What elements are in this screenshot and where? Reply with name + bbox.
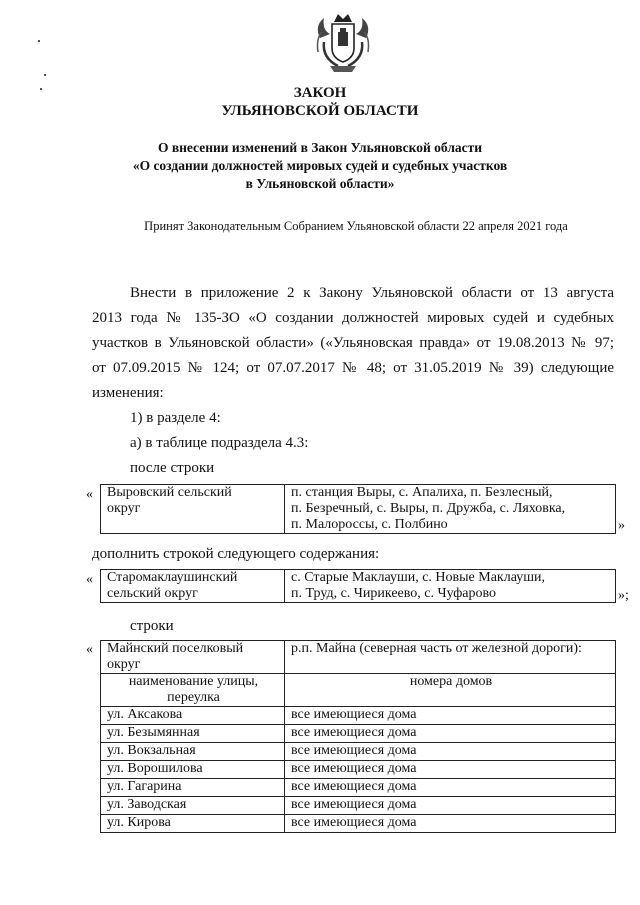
houses-cell: все имеющиеся дома [285,725,616,743]
after-row-label: после строки [130,460,215,476]
district-cell: Старомаклаушинский сельский округ [101,570,285,603]
item-1: 1) в разделе 4: [130,410,221,426]
street-cell: ул. Безымянная [101,725,285,743]
settlement-cell: р.п. Майна (северная часть от железной дороги): [285,641,616,674]
table-row [101,743,616,761]
body-line-4: от 07.09.2015 № 124; от 07.07.2017 № 48; от 31.05.2019 № 39) следующие [92,360,614,376]
coat-of-arms-icon [312,8,374,74]
open-quote: « [86,572,93,587]
houses-cell: все имеющиеся дома [285,761,616,779]
table-row [101,485,616,534]
houses-column-header: номера домов [285,674,616,707]
heading-line-2: «О создании должностей мировых судей и судебных участков [132,158,508,173]
table-row [101,707,616,725]
body-line-5: изменения: [92,385,164,401]
settlements-cell: с. Старые Маклауши, с. Новые Маклауши, п. Труд, с. Чирикеево, с. Чуфарово [285,570,616,603]
street-column-header: наименование улицы, переулка [101,674,285,707]
law-region: УЛЬЯНОВСКОЙ ОБЛАСТИ [221,103,419,119]
scan-speck [38,40,40,42]
open-quote: « [86,642,93,657]
add-row-label: дополнить строкой следующего содержания: [92,546,380,562]
table-row [101,570,616,603]
rows-label: строки [130,618,174,634]
table-row [101,797,616,815]
table-vyrovsky [100,484,616,534]
street-cell: ул. Кирова [101,815,285,833]
body-line-3: участков в Ульяновской области» («Ульяновская правда» от 19.08.2013 № 97; [92,335,614,351]
street-cell: ул. Вокзальная [101,743,285,761]
table-row [101,815,616,833]
street-cell: ул. Аксакова [101,707,285,725]
heading-line-3: в Ульяновской области» [245,176,395,191]
table-row [101,779,616,797]
adoption-note: Принят Законодательным Собранием Ульяновской области 22 апреля 2021 года [144,219,568,233]
table-row [101,725,616,743]
street-cell: ул. Заводская [101,797,285,815]
table-row [101,641,616,674]
scan-speck [44,74,46,76]
open-quote: « [86,487,93,502]
houses-cell: все имеющиеся дома [285,797,616,815]
law-title: ЗАКОН [293,85,347,101]
table-row [101,761,616,779]
district-cell: Майнский поселковый округ [101,641,285,674]
heading-line-1: О внесении изменений в Закон Ульяновской области [157,140,483,155]
settlements-cell: п. станция Выры, с. Апалиха, п. Безлесный, п. Безречный, с. Выры, п. Дружба, с. Ляховка, п. Малороссы, с. Полбино [285,485,616,534]
table-header-row [101,674,616,707]
close-quote-semicolon: »; [618,588,629,603]
close-quote: » [618,518,625,533]
table-staromaklaushinsky [100,569,616,603]
street-cell: ул. Ворошилова [101,761,285,779]
item-a: а) в таблице подраздела 4.3: [130,435,309,451]
body-line-2: 2013 года № 135-ЗО «О создании должностей мировых судей и судебных [92,310,614,326]
houses-cell: все имеющиеся дома [285,743,616,761]
table-mainsky [100,640,616,833]
street-cell: ул. Гагарина [101,779,285,797]
body-line-1: Внести в приложение 2 к Закону Ульяновской области от 13 августа [130,285,614,301]
houses-cell: все имеющиеся дома [285,707,616,725]
houses-cell: все имеющиеся дома [285,815,616,833]
houses-cell: все имеющиеся дома [285,779,616,797]
district-cell: Выровский сельский округ [101,485,285,534]
